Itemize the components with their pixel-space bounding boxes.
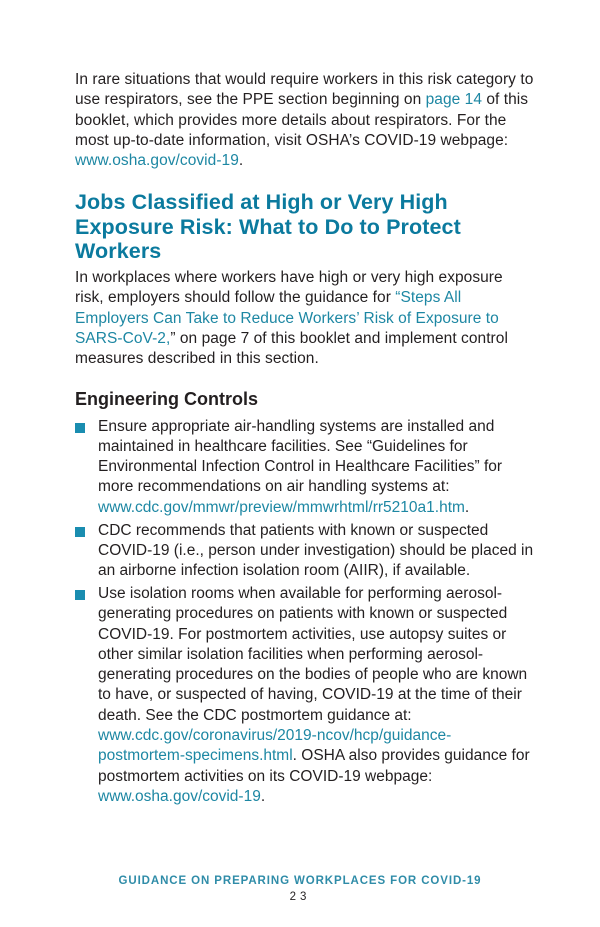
intro-text-1: In rare situations that would require workers in this risk category to use respirators, see the PPE section beginning on bbox=[75, 71, 534, 109]
square-bullet-icon bbox=[75, 590, 85, 600]
list-item bbox=[75, 521, 535, 582]
cdc-mmwr-link[interactable]: www.cdc.gov/mmwr/preview/mmwrhtml/rr5210a1.htm bbox=[98, 498, 465, 516]
footer-title: GUIDANCE ON PREPARING WORKPLACES FOR COVID-19 bbox=[118, 875, 482, 887]
intro-paragraph bbox=[75, 70, 535, 171]
engineering-controls-list bbox=[75, 417, 535, 808]
engineering-controls-heading: Engineering Controls bbox=[75, 388, 259, 409]
square-bullet-icon bbox=[75, 527, 85, 537]
osha-covid-link[interactable]: www.osha.gov/covid-19 bbox=[75, 152, 239, 170]
square-bullet-icon bbox=[75, 423, 85, 433]
bullet-text: CDC recommends that patients with known or suspected COVID-19 (i.e., person under investigation) should be placed in an airborne infection isolation room (AIIR), if available. bbox=[98, 521, 534, 580]
steps-all-employers-link[interactable]: “Steps All Employers Can Take to Reduce Workers’ Risk of Exposure to SARS-CoV-2, bbox=[75, 289, 499, 347]
bullet-text-end: . bbox=[260, 787, 266, 805]
page-14-link[interactable]: page 14 bbox=[425, 91, 482, 109]
list-item bbox=[75, 584, 535, 807]
page-number: 23 bbox=[289, 891, 311, 903]
cdc-postmortem-link[interactable]: www.cdc.gov/coronavirus/2019-ncov/hcp/guidance-postmortem-specimens.html bbox=[98, 727, 452, 765]
section-heading: Jobs Classified at High or Very High Exposure Risk: What to Do to Protect Workers bbox=[75, 190, 461, 263]
section-text-2: ” on page 7 of this booklet and implement control measures described in this section. bbox=[75, 329, 508, 368]
document-page bbox=[75, 70, 535, 810]
intro-text-3: . bbox=[238, 152, 244, 170]
intro-text-2: of this booklet, which provides more details about respirators. For the most up-to-date information, visit OSHA’s COVID-19 webpage: bbox=[75, 91, 529, 149]
section-text-1: In workplaces where workers have high or very high exposure risk, employers should follow the guidance for bbox=[75, 269, 503, 307]
bullet-text-end: . bbox=[464, 498, 470, 516]
list-item bbox=[75, 417, 535, 518]
bullet-text-mid: . OSHA also provides guidance for postmortem activities on its COVID-19 webpage: bbox=[98, 747, 530, 785]
section-paragraph bbox=[75, 268, 535, 369]
bullet-text: Use isolation rooms when available for performing aerosol-generating procedures on patients with known or suspected COVID-19. For postmortem activities, use autopsy suites or other similar isolation facilities when performing aerosol-generating procedures on the bodies of people who are known to have, or suspected of having, COVID-19 at the time of their death. See the CDC postmortem guidance at: bbox=[98, 584, 528, 724]
osha-covid-link-2[interactable]: www.osha.gov/covid-19 bbox=[98, 787, 261, 805]
bullet-text: Ensure appropriate air-handling systems are installed and maintained in healthcare facilities. See “Guidelines for Environmental Infection Control in Healthcare Facilities” for more recommendations on air handling systems at: bbox=[98, 417, 503, 496]
